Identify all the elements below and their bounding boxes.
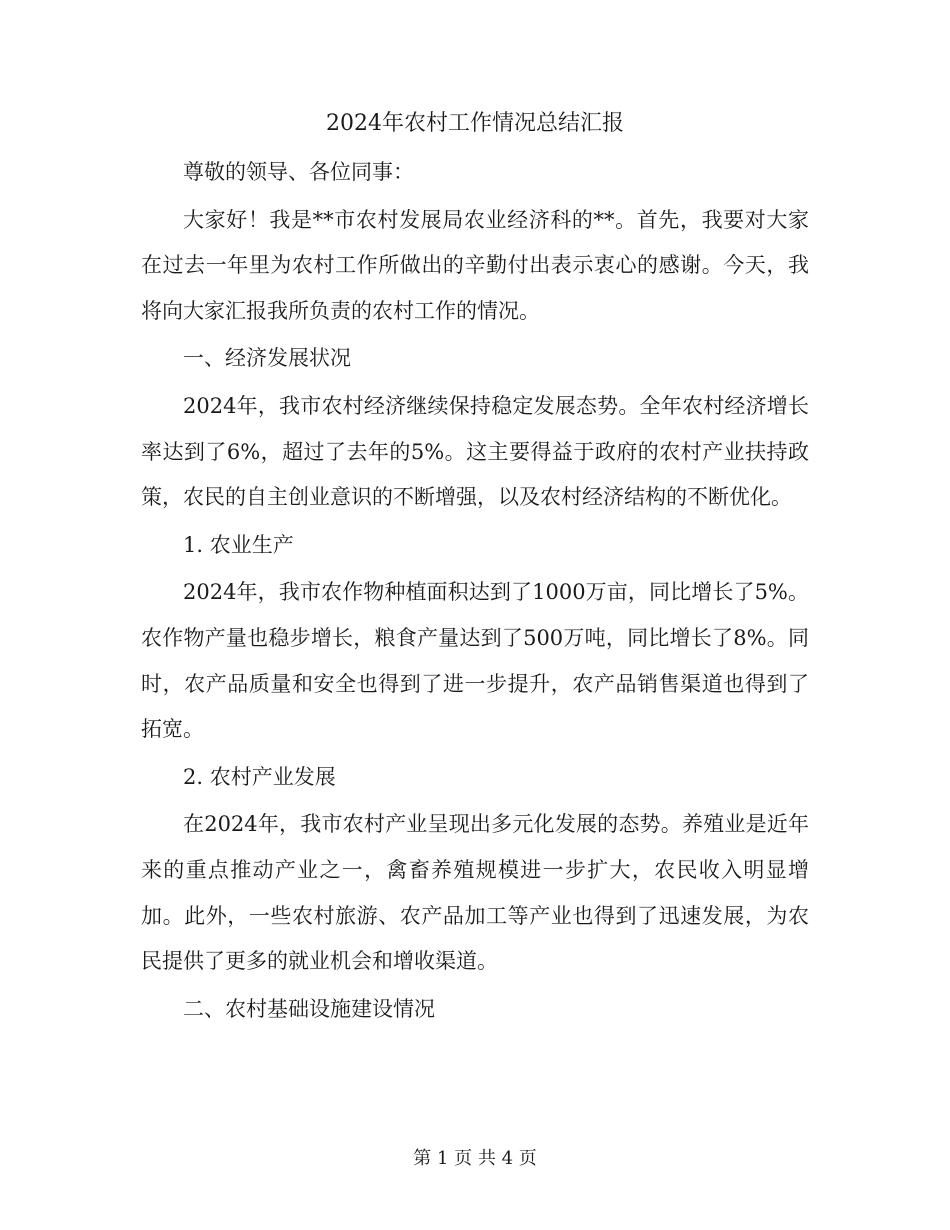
section-heading-economy: 一、经济发展状况	[183, 346, 351, 371]
subsection-heading-industry: 2. 农村产业发展	[183, 764, 336, 789]
paragraph-economy: 2024年，我市农村经济继续保持稳定发展态势。全年农村经济增长率达到了6%，超过了去年的5%。这主要得益于政府的农村产业扶持政策，农民的自主创业意识的不断增强，以及农村经济结构的不断优化。	[141, 393, 809, 510]
document-body	[141, 150, 809, 1034]
paragraph-agriculture: 2024年，我市农作物种植面积达到了1000万亩，同比增长了5%。农作物产量也稳步增长，粮食产量达到了500万吨，同比增长了8%。同时，农产品质量和安全也得到了进一步提升，农产品销售渠道也得到了拓宽。	[141, 580, 809, 742]
subsection-heading-agriculture: 1. 农业生产	[183, 532, 294, 557]
paragraph-intro: 大家好！我是**市农村发展局农业经济科的**。首先，我要对大家在过去一年里为农村工作所做出的辛勤付出表示衷心的感谢。今天，我将向大家汇报我所负责的农村工作的情况。	[141, 207, 809, 323]
page-footer: 第 1 页 共 4 页	[413, 1148, 537, 1169]
paragraph-industry: 在2024年，我市农村产业呈现出多元化发展的态势。养殖业是近年来的重点推动产业之一，禽畜养殖规模进一步扩大，农民收入明显增加。此外，一些农村旅游、农产品加工等产业也得到了迅速发展，为农民提供了更多的就业机会和增收渠道。	[141, 812, 809, 974]
document-title: 2024年农村工作情况总结汇报	[326, 111, 624, 136]
salutation: 尊敬的领导、各位同事：	[183, 160, 414, 184]
section-heading-infrastructure: 二、农村基础设施建设情况	[183, 996, 435, 1021]
